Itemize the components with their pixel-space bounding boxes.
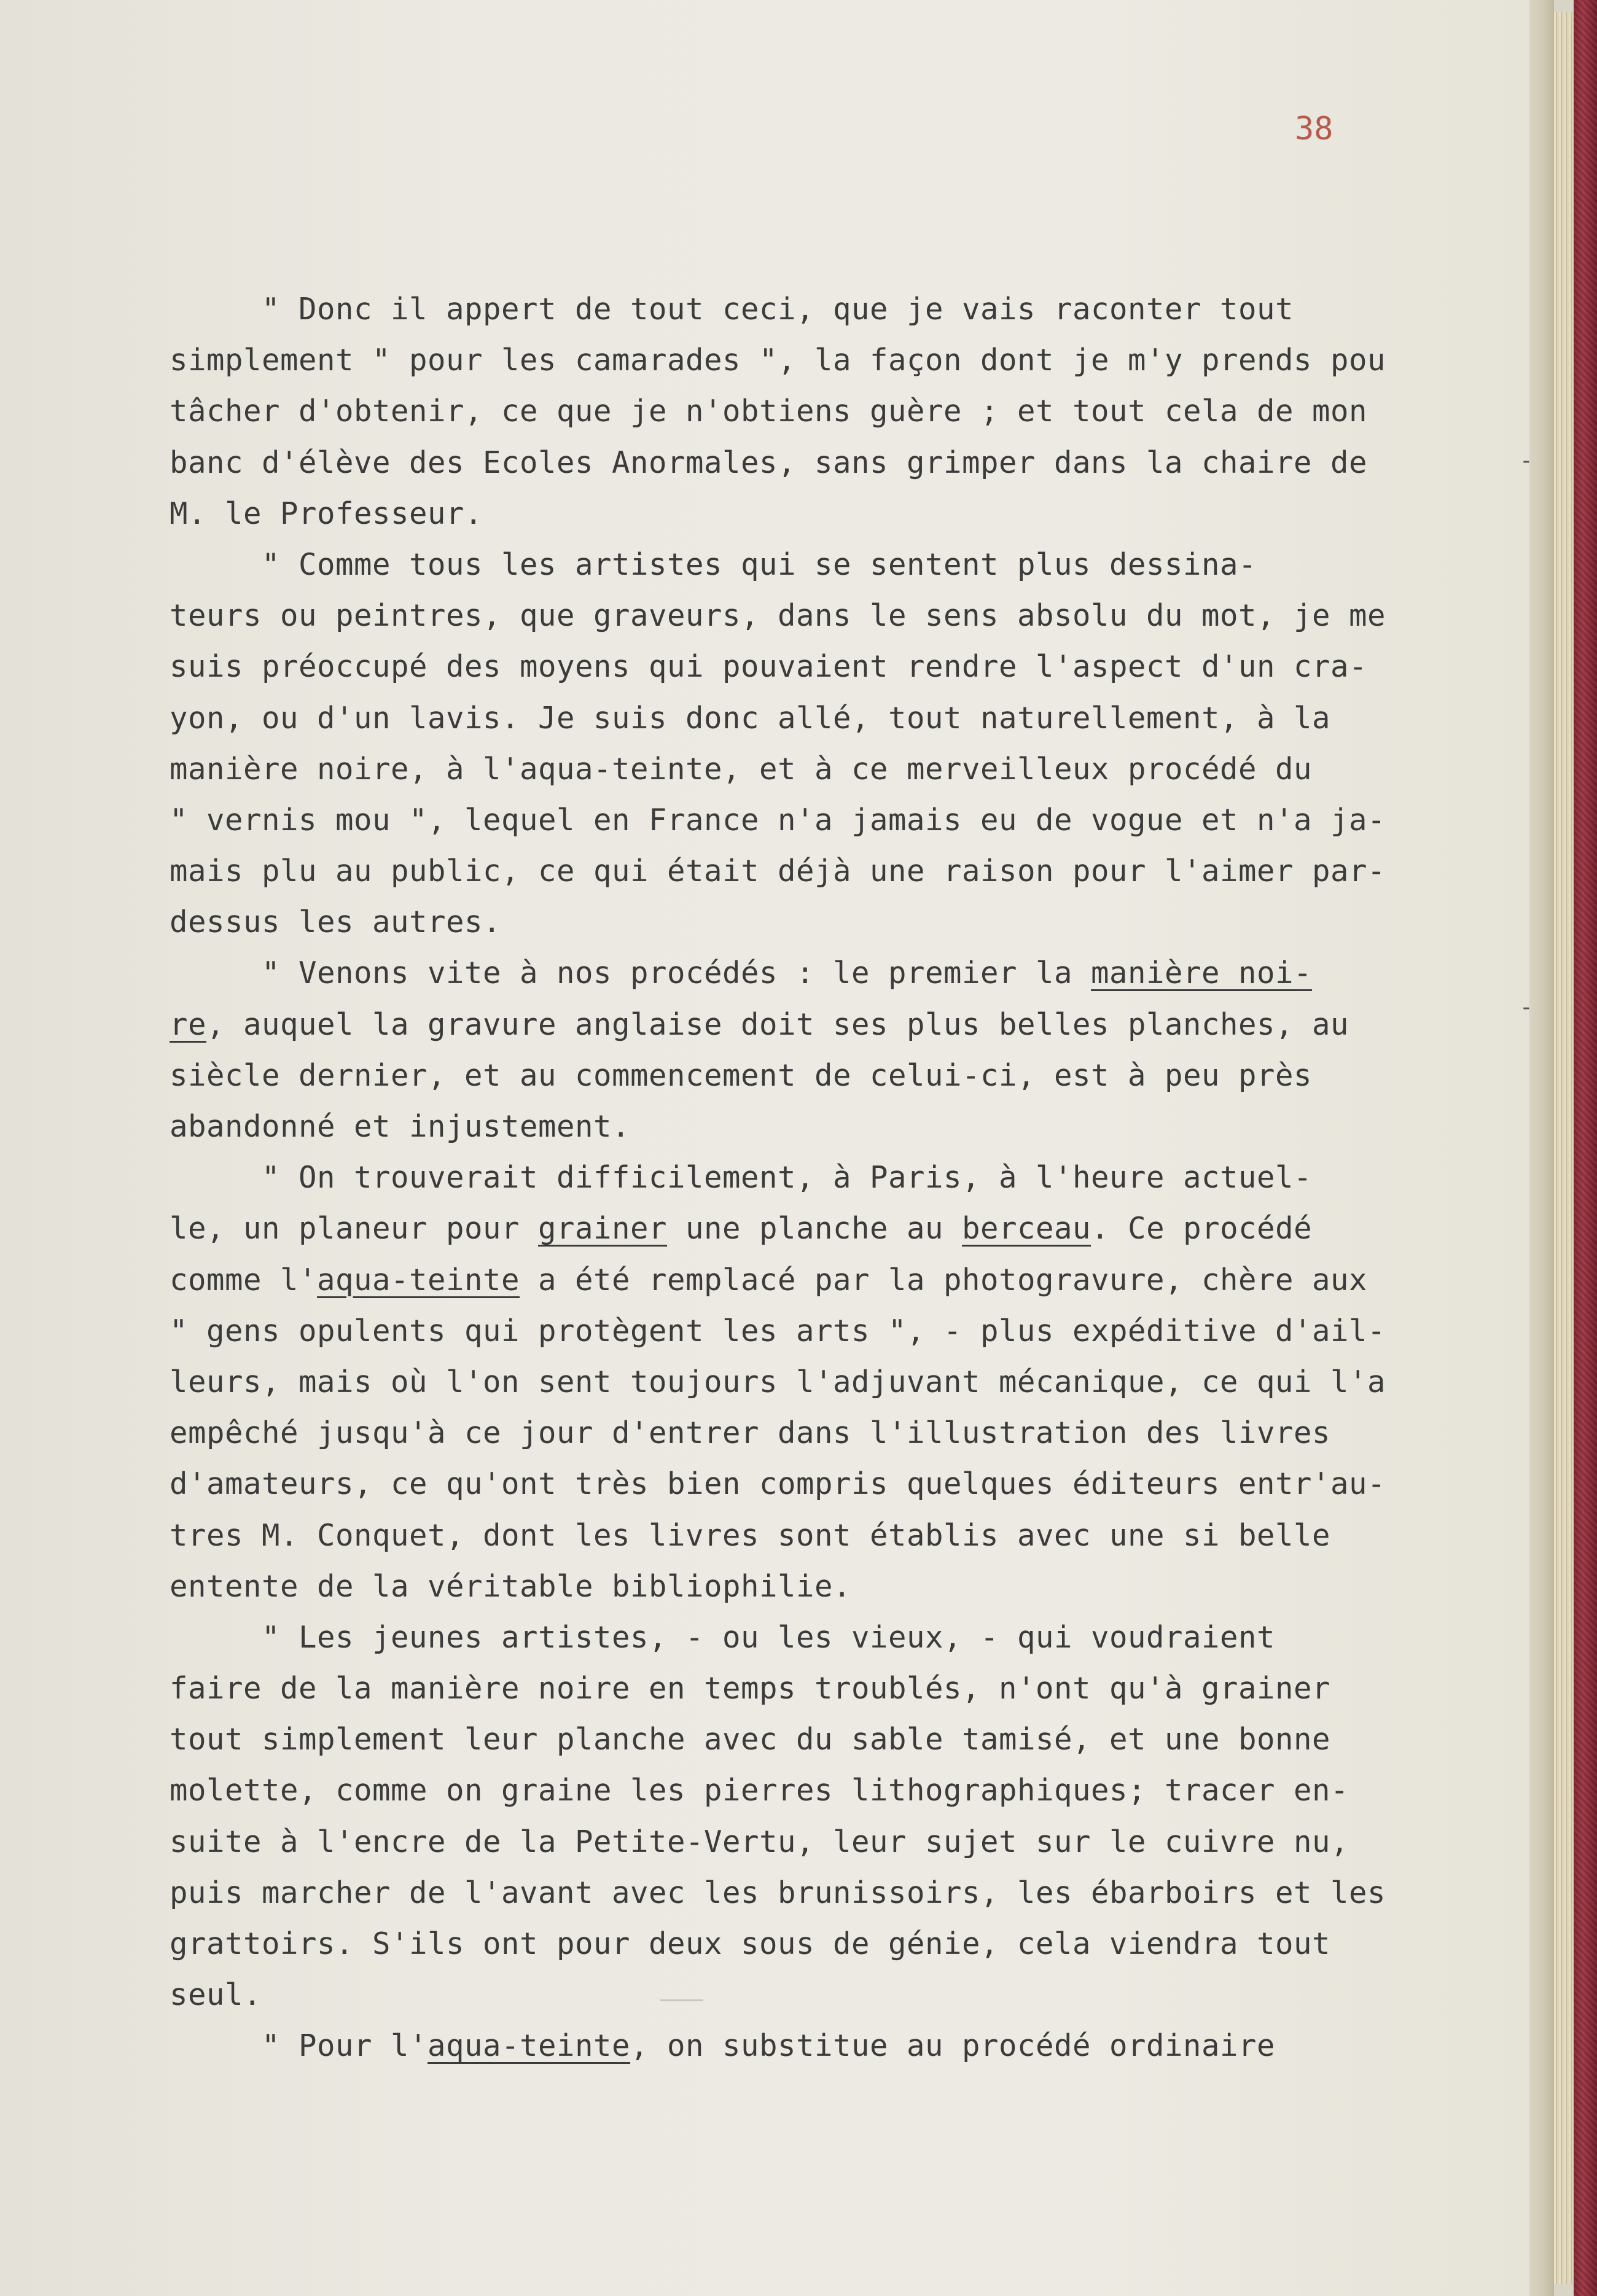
page-edges [1554, 12, 1575, 2284]
text-run: manière noire, à l'aqua-teinte, et à ce merveilleux procédé du [170, 751, 1313, 787]
book-cover-edge [1574, 0, 1597, 2296]
text-run: une planche au [667, 1211, 962, 1247]
text-line [170, 1612, 1539, 1663]
text-line [170, 1407, 1539, 1458]
text-line [170, 897, 1539, 948]
text-run: suis préoccupé des moyens qui pouvaient rendre l'aspect d'un cra- [170, 649, 1368, 685]
text-run: " Les jeunes artistes, - ou les vieux, - qui voudraient [170, 1619, 1276, 1655]
text-run: le, un planeur pour [170, 1211, 539, 1247]
text-line [170, 1458, 1539, 1509]
underlined-term: re [170, 1006, 207, 1042]
text-run: empêché jusqu'à ce jour d'entrer dans l'illustration des livres [170, 1415, 1331, 1451]
text-run: d'amateurs, ce qu'ont très bien compris quelques éditeurs entr'au- [170, 1466, 1386, 1502]
text-line [170, 386, 1539, 437]
text-run: a été remplacé par la photogravure, chère aux [520, 1262, 1368, 1298]
text-line [170, 693, 1539, 744]
page-number: 38 [1295, 111, 1333, 147]
text-line [170, 437, 1539, 488]
text-run: " vernis mou ", lequel en France n'a jamais eu de vogue et n'a ja- [170, 802, 1386, 838]
underlined-term: aqua-teinte [428, 2028, 631, 2064]
underlined-term: grainer [538, 1211, 668, 1247]
text-run: simplement " pour les camarades ", la façon dont je m'y prends pou [170, 343, 1386, 378]
text-run: entente de la véritable bibliophilie. [170, 1568, 852, 1604]
text-line [170, 1356, 1539, 1407]
text-line [170, 284, 1539, 335]
text-line [170, 641, 1539, 692]
text-run: " gens opulents qui protègent les arts ", - plus expéditive d'ail- [170, 1313, 1386, 1348]
text-run: mais plu au public, ce qui était déjà une raison pour l'aimer par- [170, 854, 1386, 889]
text-line [170, 1255, 1539, 1306]
text-run: " Donc il appert de tout ceci, que je vais raconter tout [170, 292, 1294, 327]
text-run: teurs ou peintres, que graveurs, dans le sens absolu du mot, je me [170, 598, 1386, 634]
text-line [170, 1765, 1539, 1816]
text-run: seul. [170, 1977, 262, 2013]
text-run: " On trouverait difficilement, à Paris, à l'heure actuel- [170, 1160, 1313, 1196]
text-line [170, 1714, 1539, 1765]
text-line [170, 1152, 1539, 1203]
margin-tick-mark: - [1520, 995, 1533, 1020]
text-line [170, 846, 1539, 897]
text-line [170, 1816, 1539, 1867]
text-run: siècle dernier, et au commencement de celui-ci, est à peu près [170, 1057, 1313, 1093]
text-line [170, 1050, 1539, 1101]
underlined-term: manière noi- [1091, 955, 1313, 991]
text-run: leurs, mais où l'on sent toujours l'adjuvant mécanique, ce qui l'a [170, 1364, 1386, 1399]
text-line [170, 999, 1539, 1050]
text-line [170, 1918, 1539, 1969]
text-line [170, 1510, 1539, 1561]
text-run: M. le Professeur. [170, 496, 483, 531]
text-run: faire de la manière noire en temps troublés, n'ont qu'à grainer [170, 1671, 1331, 1706]
text-run: tres M. Conquet, dont les livres sont établis avec une si belle [170, 1517, 1331, 1553]
underlined-term: aqua-teinte [317, 1262, 520, 1298]
underlined-term: berceau [962, 1211, 1091, 1247]
text-run: yon, ou d'un lavis. Je suis donc allé, tout naturellement, à la [170, 700, 1331, 736]
text-run: comme l' [170, 1262, 318, 1298]
text-line [170, 488, 1539, 539]
text-line [170, 1561, 1539, 1612]
text-run: " Venons vite à nos procédés : le premier la [170, 955, 1091, 991]
text-run: grattoirs. S'ils ont pour deux sous de génie, cela viendra tout [170, 1926, 1331, 1961]
text-line [170, 1203, 1539, 1254]
text-line [170, 1663, 1539, 1714]
text-run: dessus les autres. [170, 905, 502, 940]
text-run: " Pour l' [170, 2028, 428, 2064]
text-run: " Comme tous les artistes qui se sentent plus dessina- [170, 547, 1257, 582]
text-line [170, 335, 1539, 386]
text-run: tâcher d'obtenir, ce que je n'obtiens guère ; et tout cela de mon [170, 394, 1368, 429]
text-run: banc d'élève des Ecoles Anormales, sans grimper dans la chaire de [170, 445, 1368, 480]
text-run: abandonné et injustement. [170, 1109, 631, 1144]
text-line [170, 795, 1539, 846]
faint-dash-mark [660, 1999, 703, 2001]
margin-tick-mark: - [1520, 448, 1533, 473]
text-line [170, 1306, 1539, 1356]
text-run: , on substitue au procédé ordinaire [630, 2028, 1276, 2064]
text-line [170, 2020, 1539, 2071]
text-line [170, 1867, 1539, 1918]
text-line [170, 590, 1539, 641]
text-run: , auquel la gravure anglaise doit ses plus belles planches, au [206, 1006, 1349, 1042]
text-line [170, 1969, 1539, 2020]
text-line [170, 1101, 1539, 1152]
text-run: molette, comme on graine les pierres lithographiques; tracer en- [170, 1773, 1349, 1808]
text-run: . Ce procédé [1091, 1211, 1313, 1247]
typewritten-body [170, 284, 1539, 2072]
text-run: suite à l'encre de la Petite-Vertu, leur sujet sur le cuivre nu, [170, 1824, 1349, 1859]
text-run: puis marcher de l'avant avec les brunissoirs, les ébarboirs et les [170, 1875, 1386, 1910]
text-line [170, 948, 1539, 998]
text-run: tout simplement leur planche avec du sable tamisé, et une bonne [170, 1722, 1331, 1757]
text-line [170, 539, 1539, 590]
text-line [170, 744, 1539, 795]
